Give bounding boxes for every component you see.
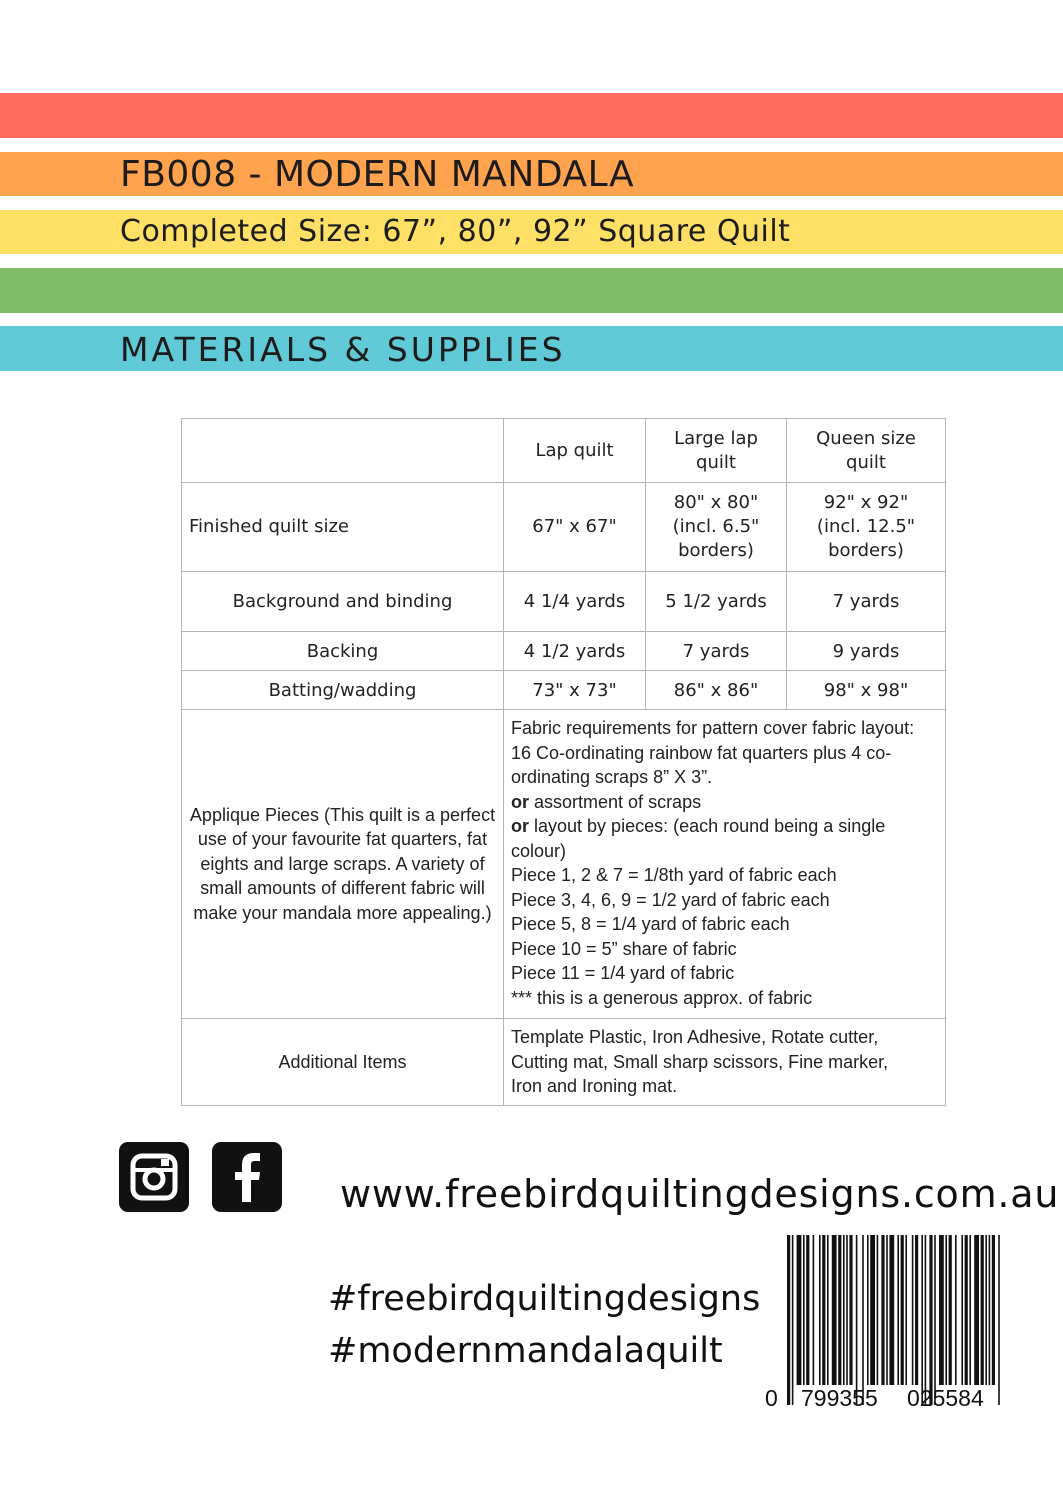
barcode-bar <box>915 1235 918 1385</box>
table-row <box>182 632 946 671</box>
barcode-bar <box>849 1235 852 1385</box>
barcode-bar <box>867 1235 869 1385</box>
barcode-bar <box>870 1235 875 1385</box>
table-row <box>182 710 946 1019</box>
applique-label: Applique Pieces (This quilt is a perfect use of your favourite fat quarters, fat eights and large scraps. A variety of small amounts of different fabric will make your mandala more appealing.) <box>182 710 504 1019</box>
barcode-bar <box>974 1235 979 1385</box>
barcode-bar <box>862 1235 864 1405</box>
barcode-bar <box>877 1235 879 1385</box>
barcode-bar <box>945 1235 947 1385</box>
row-label: Backing <box>182 632 504 671</box>
barcode-left-digits: 799355 <box>801 1385 878 1411</box>
hashtag-freebird: #freebirdquiltingdesigns <box>328 1279 761 1319</box>
barcode-bar <box>856 1235 858 1405</box>
barcode-right-digits: 025584 <box>907 1385 984 1411</box>
table-row <box>182 483 946 572</box>
large-lap-value: 86" x 86" <box>646 671 787 710</box>
barcode-bar <box>806 1235 809 1385</box>
barcode-lead-digit: 0 <box>765 1385 778 1411</box>
barcode-bar <box>921 1235 923 1405</box>
barcode-bar <box>822 1235 825 1385</box>
header-large-lap-quilt: Large lap quilt <box>646 419 787 483</box>
barcode-bar <box>985 1235 987 1385</box>
additional-items-label: Additional Items <box>182 1019 504 1106</box>
stripe-red <box>0 93 1063 138</box>
lap-value: 73" x 73" <box>504 671 646 710</box>
lap-value: 67" x 67" <box>504 483 646 572</box>
barcode-bar <box>881 1235 884 1385</box>
barcode-bar <box>813 1235 815 1385</box>
barcode-bar <box>992 1235 995 1385</box>
row-label: Finished quilt size <box>182 483 504 572</box>
barcode-bar <box>886 1235 888 1385</box>
table-row <box>182 671 946 710</box>
barcode-bar <box>803 1235 805 1385</box>
barcode-bar <box>961 1235 963 1385</box>
barcode <box>765 1235 1010 1415</box>
barcode-bar <box>969 1235 971 1385</box>
queen-value: 92" x 92" (incl. 12.5" borders) <box>787 483 946 572</box>
pattern-title: FB008 - MODERN MANDALA <box>120 154 635 195</box>
barcode-bar <box>925 1235 927 1405</box>
barcode-bar <box>981 1235 984 1385</box>
additional-items-details: Template Plastic, Iron Adhesive, Rotate cutter, Cutting mat, Small sharp scissors, Fine marker, Iron and Ironing mat. <box>504 1019 946 1106</box>
barcode-bar <box>797 1235 802 1385</box>
barcode-bar <box>949 1235 952 1385</box>
header-lap-quilt: Lap quilt <box>504 419 646 483</box>
barcode-bar <box>897 1235 899 1385</box>
hashtag-modernmandala: #modernmandalaquilt <box>328 1331 723 1371</box>
barcode-bar <box>832 1235 837 1385</box>
queen-value: 9 yards <box>787 632 946 671</box>
stripe-green <box>0 268 1063 313</box>
instagram-icon[interactable] <box>119 1142 189 1212</box>
barcode-bar <box>792 1235 794 1405</box>
barcode-bar <box>955 1235 957 1385</box>
website-link[interactable]: www.freebirdquiltingdesigns.com.au <box>340 1172 1060 1216</box>
table-row <box>182 572 946 632</box>
barcode-bar <box>843 1235 845 1385</box>
barcode-bar <box>889 1235 894 1385</box>
barcode-bar <box>827 1235 829 1385</box>
barcode-bar <box>939 1235 944 1385</box>
large-lap-value: 5 1/2 yards <box>646 572 787 632</box>
barcode-bar <box>929 1235 932 1405</box>
applique-details: Fabric requirements for pattern cover fabric layout: 16 Co-ordinating rainbow fat quarters plus 4 co- ordinating scraps 8” X 3”. or assortment of scraps or layout by pieces: (each round being a single colour) Piece 1, 2 & 7 = 1/8th yard of fabric each Piece 3, 4, 6, 9 = 1/2 yard of fabric each Piece 5, 8 = 1/4 yard of fabric each Piece 10 = 5” share of fabric Piece 11 = 1/4 yard of fabric *** this is a generous approx. of fabric <box>504 710 946 1019</box>
barcode-bar <box>787 1235 790 1405</box>
queen-value: 7 yards <box>787 572 946 632</box>
table-row <box>182 1019 946 1106</box>
barcode-bar <box>846 1235 848 1385</box>
queen-value: 98" x 98" <box>787 671 946 710</box>
row-label: Background and binding <box>182 572 504 632</box>
section-heading: MATERIALS & SUPPLIES <box>120 330 566 369</box>
barcode-bar <box>912 1235 914 1385</box>
lap-value: 4 1/2 yards <box>504 632 646 671</box>
barcode-bar <box>965 1235 968 1385</box>
barcode-bar <box>934 1235 936 1405</box>
lap-value: 4 1/4 yards <box>504 572 646 632</box>
large-lap-value: 80" x 80" (incl. 6.5" borders) <box>646 483 787 572</box>
barcode-bar <box>989 1235 991 1385</box>
barcode-bar <box>905 1235 907 1385</box>
barcode-bar <box>998 1235 1000 1405</box>
table-header-row <box>182 419 946 483</box>
barcode-bar <box>838 1235 841 1385</box>
row-label: Batting/wadding <box>182 671 504 710</box>
barcode-bar <box>819 1235 821 1385</box>
header-empty-cell <box>182 419 504 483</box>
header-queen-size-quilt: Queen size quilt <box>787 419 946 483</box>
materials-table <box>181 418 946 1106</box>
facebook-icon[interactable] <box>212 1142 282 1212</box>
completed-size: Completed Size: 67”, 80”, 92” Square Quilt <box>120 214 791 249</box>
large-lap-value: 7 yards <box>646 632 787 671</box>
barcode-bars <box>787 1235 1002 1405</box>
barcode-bar <box>901 1235 904 1385</box>
